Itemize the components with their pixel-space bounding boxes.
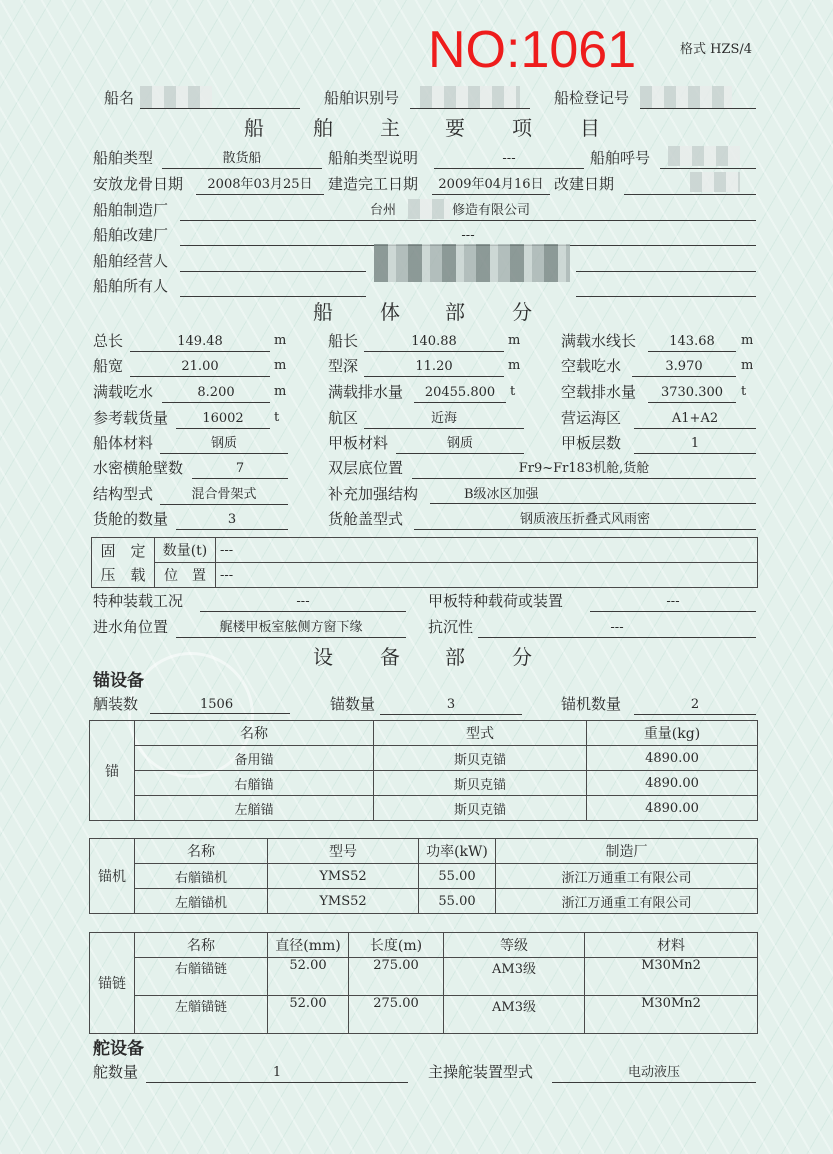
equipment-title-char-4: 分 (512, 645, 534, 669)
equipment-title-char-1: 设 (313, 645, 335, 669)
lpp-field: 140.88 (364, 332, 504, 352)
windlass-row-2-model: YMS52 (268, 889, 419, 914)
lwl-label: 满载水线长 (561, 332, 637, 350)
light-disp-field: 3730.300 (648, 383, 736, 403)
deck-special-field: --- (590, 592, 756, 612)
keel-date-label: 安放龙骨日期 (93, 175, 184, 193)
light-disp-unit: t (741, 384, 747, 399)
flood-angle-label: 进水角位置 (93, 618, 169, 636)
lpp-label: 船长 (328, 332, 359, 350)
loa-label: 总长 (93, 332, 124, 350)
anchor-header-weight: 重量(kg) (587, 721, 758, 746)
breadth-unit: m (274, 358, 287, 373)
depth-label: 型深 (328, 357, 359, 375)
windlass-header-name: 名称 (135, 839, 268, 864)
ship-type-field: 散货船 (162, 149, 322, 169)
full-draft-field: 8.200 (162, 383, 270, 403)
hull-title (0, 300, 833, 326)
chain-row-1-diameter: 52.00 (268, 958, 349, 996)
breadth-field: 21.00 (130, 357, 270, 377)
anchor-row-2-type: 斯贝克锚 (374, 771, 587, 796)
anchor-row-2-weight: 4890.00 (587, 771, 758, 796)
chain-row-1-name: 右艏锚链 (135, 958, 268, 996)
deck-material-field: 钢质 (396, 434, 524, 454)
operator-field-left (180, 252, 366, 272)
table-row (90, 889, 758, 914)
anchor-table-side: 锚 (90, 721, 135, 821)
loa-field: 149.48 (130, 332, 270, 352)
nav-area-field: 近海 (364, 409, 524, 429)
refitter-field: --- (180, 226, 756, 246)
lwl-unit: m (741, 333, 754, 348)
fixed-ballast-table (91, 537, 758, 588)
holds-field: 3 (176, 510, 288, 530)
op-area-label: 营运海区 (561, 409, 622, 427)
deck-material-label: 甲板材料 (328, 434, 389, 452)
manufacturer-redaction (408, 199, 450, 219)
anchor-table (89, 720, 758, 821)
anchor-header-name: 名称 (135, 721, 374, 746)
unsinkable-field: --- (478, 618, 756, 638)
chain-table-side: 锚链 (90, 933, 135, 1034)
lpp-unit: m (508, 333, 521, 348)
main-title-char-5: 项 (512, 116, 534, 140)
windlass-header-power: 功率(kW) (419, 839, 496, 864)
steering-gear-label: 主操舵装置型式 (428, 1063, 534, 1081)
build-date-label: 建造完工日期 (328, 175, 419, 193)
inspection-reg-redaction (640, 86, 732, 108)
refitter-label: 船舶改建厂 (93, 226, 169, 244)
windlass-row-1-maker: 浙江万通重工有限公司 (496, 864, 758, 889)
windlass-header-maker: 制造厂 (496, 839, 758, 864)
full-draft-label: 满载吃水 (93, 383, 154, 401)
ballast-qty-value: --- (216, 538, 758, 563)
inspection-reg-label: 船检登记号 (554, 89, 630, 107)
refit-date-redaction (690, 172, 740, 192)
windlass-table (89, 838, 758, 914)
reinforce-label: 补充加强结构 (328, 485, 419, 503)
steering-gear-field: 电动液压 (552, 1063, 756, 1083)
ballast-side-bottom: 压 载 (92, 563, 155, 588)
main-title-char-4: 要 (445, 116, 467, 140)
full-disp-unit: t (510, 384, 516, 399)
deck-layers-field: 1 (634, 434, 756, 454)
equipment-title-char-3: 部 (445, 645, 467, 669)
rudder-count-field: 1 (146, 1063, 408, 1083)
structure-field: 混合骨架式 (160, 485, 288, 505)
equipment-title (0, 645, 833, 671)
ballast-qty-label: 数量(t) (155, 538, 216, 563)
chain-table (89, 932, 758, 1034)
chain-row-2-grade: AM3级 (444, 996, 585, 1034)
nav-area-label: 航区 (328, 409, 359, 427)
unsinkable-label: 抗沉性 (428, 618, 474, 636)
op-area-field: A1+A2 (634, 409, 756, 429)
chain-header-length: 长度(m) (349, 933, 444, 958)
ship-type-desc-label: 船舶类型说明 (328, 149, 419, 167)
outfit-number-label: 舾装数 (93, 695, 139, 713)
table-row (90, 996, 758, 1034)
reinforce-field: B级冰区加强 (430, 485, 756, 504)
loa-unit: m (274, 333, 287, 348)
anchor-row-1-type: 斯贝克锚 (374, 746, 587, 771)
light-draft-label: 空载吃水 (561, 357, 622, 375)
windlass-header-model: 型号 (268, 839, 419, 864)
ship-id-label: 船舶识别号 (324, 89, 400, 107)
main-title-char-6: 目 (580, 116, 602, 140)
deck-layers-label: 甲板层数 (561, 434, 622, 452)
table-row (90, 746, 758, 771)
chain-row-1-length: 275.00 (349, 958, 444, 996)
anchor-row-1-name: 备用锚 (135, 746, 374, 771)
ship-id-redaction (420, 86, 520, 108)
structure-label: 结构型式 (93, 485, 154, 503)
hatch-field: 钢质液压折叠式风雨密 (414, 510, 756, 530)
light-draft-unit: m (741, 358, 754, 373)
hull-material-field: 钢质 (160, 434, 288, 454)
manufacturer-value-b: 修造有限公司 (452, 203, 531, 218)
form-format: 格式 HZS/4 (680, 42, 753, 57)
hull-material-label: 船体材料 (93, 434, 154, 452)
depth-field: 11.20 (364, 357, 504, 377)
anchor-header-type: 型式 (374, 721, 587, 746)
windlass-row-2-power: 55.00 (419, 889, 496, 914)
bulkheads-field: 7 (192, 459, 288, 479)
ballast-pos-label: 位 置 (155, 563, 216, 588)
anchor-row-2-name: 右艏锚 (135, 771, 374, 796)
table-row (90, 771, 758, 796)
call-sign-redaction (668, 146, 740, 166)
keel-date-field: 2008年03月25日 (196, 175, 324, 195)
rudder-section-title: 舵设备 (93, 1039, 144, 1059)
ballast-side-top: 固 定 (92, 538, 155, 563)
chain-header-grade: 等级 (444, 933, 585, 958)
equipment-title-char-2: 备 (380, 645, 402, 669)
full-disp-field: 20455.800 (414, 383, 506, 403)
lwl-field: 143.68 (648, 332, 736, 352)
chain-header-material: 材料 (585, 933, 758, 958)
windlass-row-1-name: 右艏锚机 (135, 864, 268, 889)
hull-title-char-4: 分 (512, 300, 534, 324)
bulkheads-label: 水密横舱壁数 (93, 459, 184, 477)
hull-title-char-2: 体 (380, 300, 402, 324)
windlass-row-2-name: 左艏锚机 (135, 889, 268, 914)
depth-unit: m (508, 358, 521, 373)
ref-load-label: 参考载货量 (93, 409, 169, 427)
owner-field-right (576, 277, 756, 297)
anchor-row-3-name: 左艏锚 (135, 796, 374, 821)
owner-label: 船舶所有人 (93, 277, 169, 295)
ref-load-field: 16002 (176, 409, 270, 429)
ship-name-label: 船名 (104, 89, 135, 107)
holds-label: 货舱的数量 (93, 510, 169, 528)
anchor-count-label: 锚数量 (330, 695, 376, 713)
anchor-row-3-weight: 4890.00 (587, 796, 758, 821)
chain-header-diameter: 直径(mm) (268, 933, 349, 958)
chain-row-2-material: M30Mn2 (585, 996, 758, 1034)
manufacturer-value-a: 台州 (370, 203, 397, 218)
hull-title-char-3: 部 (445, 300, 467, 324)
call-sign-label: 船舶呼号 (590, 149, 651, 167)
anchor-count-field: 3 (380, 695, 522, 715)
ship-type-desc-field: --- (434, 149, 584, 169)
anchor-row-1-weight: 4890.00 (587, 746, 758, 771)
windlass-row-1-power: 55.00 (419, 864, 496, 889)
double-bottom-field: Fr9~Fr183机舱,货舱 (412, 459, 756, 479)
light-draft-field: 3.970 (632, 357, 736, 377)
chain-row-1-material: M30Mn2 (585, 958, 758, 996)
ship-name-redaction (140, 86, 212, 108)
windlass-row-2-maker: 浙江万通重工有限公司 (496, 889, 758, 914)
full-disp-label: 满载排水量 (328, 383, 404, 401)
light-disp-label: 空载排水量 (561, 383, 637, 401)
special-load-label: 特种装载工况 (93, 592, 184, 610)
ref-load-unit: t (274, 410, 280, 425)
chain-row-2-diameter: 52.00 (268, 996, 349, 1034)
deck-special-label: 甲板特种载荷或装置 (428, 592, 564, 610)
windlass-count-field: 2 (634, 695, 756, 715)
operator-label: 船舶经营人 (93, 252, 169, 270)
document-number: NO:1061 (428, 21, 637, 79)
chain-row-2-length: 275.00 (349, 996, 444, 1034)
hull-title-char-1: 船 (313, 300, 335, 324)
owner-field-left (180, 277, 366, 297)
rudder-count-label: 舵数量 (93, 1063, 139, 1081)
operator-field-right (576, 252, 756, 272)
manufacturer-label: 船舶制造厂 (93, 201, 169, 219)
main-title-char-1: 船 (244, 116, 266, 140)
breadth-label: 船宽 (93, 357, 124, 375)
double-bottom-label: 双层底位置 (328, 459, 404, 477)
anchor-row-3-type: 斯贝克锚 (374, 796, 587, 821)
table-row (90, 864, 758, 889)
anchor-section-title: 锚设备 (93, 671, 144, 691)
main-title-char-3: 主 (380, 116, 402, 140)
windlass-table-side: 锚机 (90, 839, 135, 914)
ship-type-label: 船舶类型 (93, 149, 154, 167)
table-row (90, 796, 758, 821)
build-date-field: 2009年04月16日 (432, 175, 550, 195)
chain-header-name: 名称 (135, 933, 268, 958)
main-title-char-2: 舶 (313, 116, 335, 140)
chain-row-1-grade: AM3级 (444, 958, 585, 996)
full-draft-unit: m (274, 384, 287, 399)
chain-row-2-name: 左艏锚链 (135, 996, 268, 1034)
flood-angle-field: 艉楼甲板室舷侧方窗下缘 (176, 618, 406, 638)
refit-date-label: 改建日期 (554, 175, 615, 193)
ballast-pos-value: --- (216, 563, 758, 588)
main-items-title (0, 116, 833, 142)
windlass-count-label: 锚机数量 (561, 695, 622, 713)
operator-owner-redaction (374, 244, 570, 282)
outfit-number-field: 1506 (150, 695, 290, 714)
hatch-label: 货舱盖型式 (328, 510, 404, 528)
table-row (90, 958, 758, 996)
windlass-row-1-model: YMS52 (268, 864, 419, 889)
special-load-field: --- (200, 592, 406, 612)
